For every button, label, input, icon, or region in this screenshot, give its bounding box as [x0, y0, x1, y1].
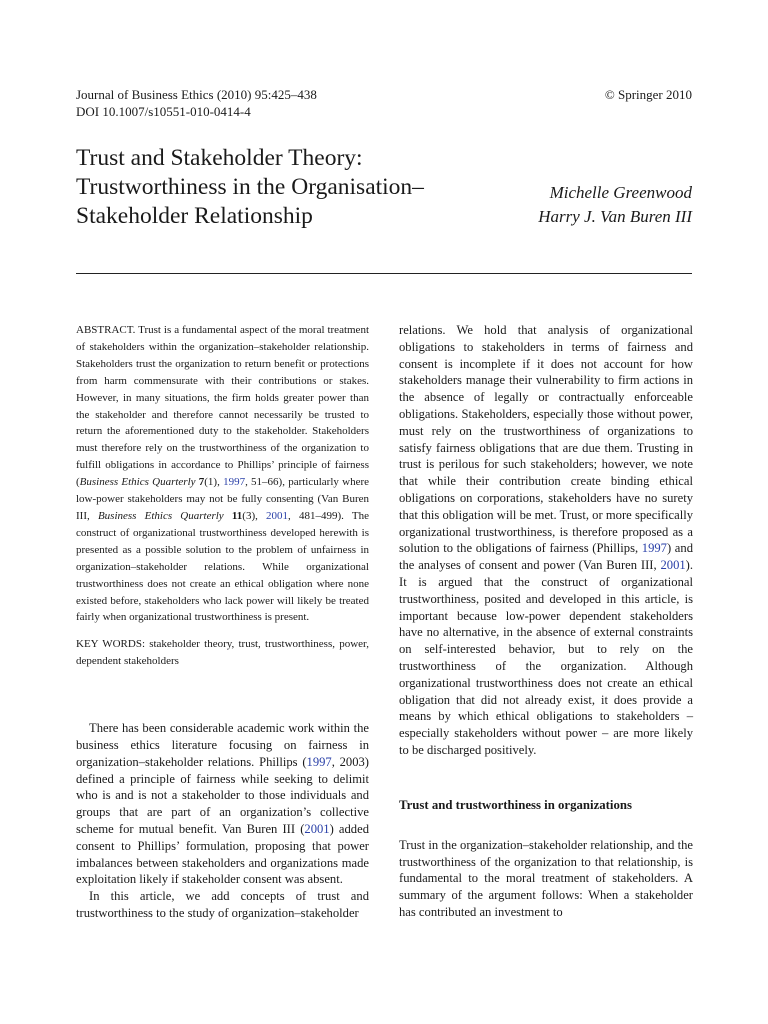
citation-link-1997[interactable]: 1997 [223, 476, 246, 489]
abstract-text-3: , 51–66), particularly where low-power stakeholders may not be fully consenting (Van Buren III, [76, 476, 369, 522]
intro-text-1: There has been considerable academic work within the business ethics literature focusing on fairness in organization–stakeholder relations. Phillips ( [76, 721, 369, 769]
citation-link-2001[interactable]: 2001 [660, 558, 686, 573]
header-divider [76, 273, 692, 274]
right-text-1: relations. We hold that analysis of organizational obligations to stakeholders in terms of fairness and consent is incomplete if it does not account for how stakeholders manage their vulnerability to firm actions in the absence of legally or contractually enforceable obligations. Stakeholders, especially those without power, must rely on the trustworthiness of organizations to satisfy fairness obligations that are due them. Trusting in trust is perilous for such stakeholders; however, we note that while their contribution create binding ethical obligations on corporations, stakeholders have no surety that this obligation will be met. Trust, or more specifically organizational trustworthiness, is therefore proposed as a solution to the obligations of fairness (Phillips, [399, 323, 693, 556]
intro-paragraph-1 [76, 720, 369, 888]
author-2: Harry J. Van Buren III [538, 207, 692, 226]
right-paragraph-2: Trust in the organization–stakeholder relationship, and the trustworthiness of the organization to that relationship, is fundamental to the moral treatment of stakeholders. A summary of the argument follows: When a stakeholder has contributed an investment to [399, 837, 693, 919]
author-1: Michelle Greenwood [549, 183, 692, 202]
abstract-label: ABSTRACT. [76, 324, 136, 336]
intro-text-2: , 2003) defined a principle of fairness while seeking to delimit who is and is not a stakeholder to those individuals and groups that are part of an organization’s collective scheme for mutual benefit. Van Buren III ( [76, 754, 369, 836]
right-column [399, 322, 693, 921]
author-list [538, 181, 692, 229]
citation-link-1997[interactable]: 1997 [306, 754, 332, 769]
abstract-journal-2: Business Ethics Quarterly [97, 509, 224, 522]
right-text-3: ). It is argued that the construct of organizational trustworthiness, posited and developed in this article, is important because low-power dependent stakeholders have no alternative, in the absence of external constraints on self-interested behavior, but to rely on the trustworthiness of the organization. Although organizational trustworthiness does not create an ethical obligation that did not already exist, it does provide a means by which ethical obligations to stakeholders – especially stakeholders without power – are more likely to be discharged positively. [399, 558, 693, 757]
intro-paragraph-2: In this article, we add concepts of trust and trustworthiness to the study of organization–stakeholder [76, 889, 369, 920]
abstract-text-5: , 481–499). The construct of organizational trustworthiness developed herewith is presented as a possible solution to the problem of unfairness in organization–stakeholder relations. While organizational trustworthiness does not create an ethical obligation where none existed before, stakeholders who lack power will likely be treated fairly when organizational trustworthiness is present. [76, 509, 369, 624]
article-title [76, 144, 496, 231]
right-text-2: ) and the analyses of consent and power (Van Buren III, [399, 541, 693, 573]
title-line-3: Stakeholder Relationship [76, 203, 313, 229]
citation-link-2001[interactable]: 2001 [304, 821, 330, 836]
abstract-text-2: (1), [204, 476, 224, 489]
abstract-text-1: Trust is a fundamental aspect of the moral treatment of stakeholders within the organization–stakeholder relationship. Stakeholders trust the organization to return benefit or protections from harm commensurate with their contributions or stakes. However, in many situations, the firm holds greater power than the stakeholder and therefore cannot necessarily be trusted to return the aforementioned duty to the stakeholder. Stakeholders must therefore rely on the trustworthiness of the organization to fulfill obligations in accordance to Phillips’ principle of fairness ( [76, 324, 369, 489]
abstract-text-4: (3), [242, 509, 267, 522]
keywords: KEY WORDS: stakeholder theory, trust, trustworthiness, power, dependent stakeholders [76, 638, 369, 668]
journal-header [76, 86, 317, 120]
abstract-volume-1: 7 [195, 476, 205, 489]
left-column [76, 322, 369, 922]
citation-link-2001[interactable]: 2001 [266, 509, 289, 522]
title-line-1: Trust and Stakeholder Theory: [76, 145, 363, 171]
abstract [76, 322, 369, 626]
abstract-journal-1: Business Ethics Quarterly [79, 476, 196, 489]
section-heading: Trust and trustworthiness in organizations [399, 797, 632, 812]
abstract-volume-2: 11 [223, 509, 243, 522]
copyright-notice: © Springer 2010 [604, 87, 692, 102]
right-paragraph-1 [399, 322, 693, 759]
doi: DOI 10.1007/s10551-010-0414-4 [76, 104, 251, 119]
intro-text-3: ) added consent to Phillips’ formulation, proposing that power imbalances between stakeholders and organizations made exploitation likely if stakeholder consent was absent. [76, 821, 369, 887]
journal-citation: Journal of Business Ethics (2010) 95:425–438 [76, 87, 317, 102]
citation-link-1997[interactable]: 1997 [641, 541, 667, 556]
title-line-2: Trustworthiness in the Organisation– [76, 174, 424, 200]
